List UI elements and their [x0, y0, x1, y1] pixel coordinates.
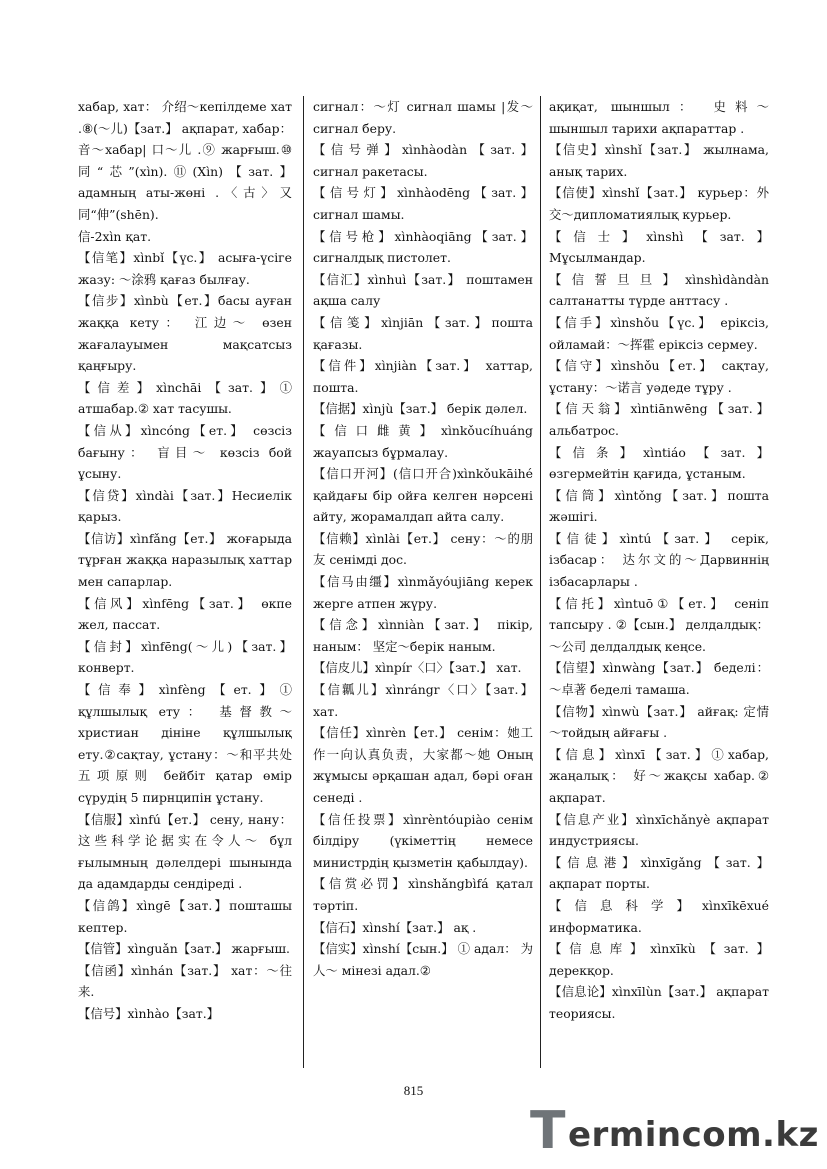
dictionary-entry: 【信使】xìnshǐ【зат.】 курьер：外交～дипломатиялық курьер.: [549, 185, 769, 222]
dictionary-column-2: [313, 96, 533, 1066]
dictionary-entry: 【信服】xìnfú【ет.】 сену, нану：这些科学论据实在令人～ бұл ғылымның дәлелдері шынында да адамдарды сендіреді .: [78, 811, 292, 892]
dictionary-entry: 【信托】xìntuō①【ет.】 сеніп тапсыру . ②【сын.】 делдалдық： ～公司 делдалдық кеңсе.: [549, 595, 769, 654]
dictionary-entry: 【信贷】xìndài【зат.】Несиелік қарыз.: [78, 487, 292, 525]
dictionary-entry: 【信石】xìnshí【зат.】 ақ .: [313, 919, 477, 935]
dictionary-entry: 【信念】xìnniàn【зат.】 пікір, наным： 坚定～берік наным.: [313, 617, 533, 654]
dictionary-entry: 【信据】xìnjù【зат.】 берік дәлел.: [313, 401, 528, 417]
dictionary-entry: 【信手】xìnshǒu【үс.】 еріксіз, ойламай：～挥霍 еріксіз сермеу.: [549, 314, 769, 352]
dictionary-entry: 【信筒】xìntǒng【зат.】пошта жәшігі.: [549, 487, 769, 525]
dictionary-entry: 【信物】xìnwù【зат.】 айғақ: 定情～тойдың айғағы .: [549, 703, 769, 741]
dictionary-entry: 【信史】xìnshǐ【зат.】 жылнама, анық тарих.: [549, 142, 769, 179]
dictionary-entry: 【信奉】xìnfèng【ет.】① құлшылық ету： 基督教～ христиан дініне құлшылық ету.②сақтау, ұстану：～和平共处五项原则 бейбіт қатар өмір сүрудің 5 пирнципін ұстану.: [78, 682, 292, 805]
dictionary-entry: 【信步】xìnbù【ет.】басы ауған жаққа кету： 江边～ өзен жағалауымен мақсатсыз қаңғыру.: [78, 293, 292, 374]
dictionary-entry: 【信条】xìntiáo【зат.】 өзгермейтін қағида, ұстаным.: [549, 444, 769, 482]
dictionary-entry: 【信望】xìnwàng【зат.】 беделі：～卓著 беделі тамаша.: [549, 660, 769, 698]
dictionary-entry: 【信笔】xìnbǐ【үс.】 асыға-үсігe жазу: ～涂鸦 қағаз былғау.: [78, 250, 292, 287]
dictionary-entry: 【信号】xìnhào【зат.】: [78, 1005, 220, 1021]
dictionary-entry: 【信任投票】xìnrèntóupiào сенім білдіру (үкіметтің немесе министрдің қызметін қабылдау).: [313, 811, 533, 870]
dictionary-entry: 【信管】xìnguǎn【зат.】 жарғыш.: [78, 941, 290, 957]
dictionary-entry: 【信息科学】xìnxīkēxué информатика.: [549, 897, 769, 935]
dictionary-entry: 【信函】xìnhán【зат.】 хат：～往来.: [78, 962, 292, 1000]
dictionary-entry: 【信号弹】xìnhàodàn【зат.】 сигнал ракетасы.: [313, 142, 533, 179]
dictionary-entry: 【信封】xìnfēng(～儿)【зат.】 конверт.: [78, 638, 292, 676]
dictionary-entry: 【信息港】xìnxīgǎng【зат.】 ақпарат порты.: [549, 854, 769, 892]
dictionary-entry: сигнал：～灯 сигнал шамы |发～ сигнал беру.: [313, 99, 533, 136]
dictionary-entry: 【信息】xìnxī【зат.】①хабар, жаңалық： 好～жақсы хабар.② ақпарат.: [549, 746, 769, 805]
dictionary-entry: 【信从】xìncóng【ет.】 сөзсіз бағыну： 盲目～ көзсіз бой ұсыну.: [78, 422, 292, 482]
dictionary-entry: 【信誓旦旦】xìnshìdàndàn салтанатты түрде анттасу .: [549, 271, 769, 309]
dictionary-entry: 【信士】xìnshì【зат.】 Мұсылмандар.: [549, 228, 769, 266]
dictionary-entry: 信-2xìn қат.: [78, 228, 152, 244]
dictionary-entry: 【信号灯】xìnhàodēng【зат.】 сигнал шамы.: [313, 185, 533, 222]
column-divider: [303, 96, 304, 1068]
dictionary-entry: 【信马由缰】xìnmǎyóujiāng керек жерге атпен жүру.: [313, 574, 533, 611]
dictionary-entry: 【信守】xìnshǒu【ет.】 сақтау, ұстану：～诺言 уәдеде тұру .: [549, 358, 769, 395]
dictionary-entry: 【信号枪】xìnhàoqiāng【зат.】 сигналдық пистолет.: [313, 228, 533, 266]
dictionary-entry: 【信实】xìnshí【сын.】 ① адал： 为人～ мінезі адал.②: [313, 941, 533, 978]
dictionary-entry: 【信徒】xìntú【зат.】 серік, ізбасар： 达尔文的～Дарвиннің ізбасарлары .: [549, 530, 769, 590]
column-divider: [540, 96, 541, 1068]
dictionary-entry: 【信风】xìnfēng【зат.】 өкпе жел, пассат.: [78, 595, 292, 633]
termincom-logo: [528, 1103, 818, 1163]
dictionary-entry: 【信口开河】(信口开合)xìnkǒukāihé қайдағы бір ойға келген нәрсені айту, жорамалдап айта салу.: [313, 466, 533, 525]
dictionary-entry: 【信赏必罚】xìnshǎngbìfá қатал тәртіп.: [313, 876, 533, 913]
dictionary-entry: 【信任】xìnrèn【ет.】 сенім：她工作一向认真负责，大家都～她 Оның жұмысы әрқашан адал, бәрі оған сенеді .: [313, 725, 533, 805]
dictionary-entry: 【信息论】xìnxīlùn【зат.】 ақпарат теориясы.: [549, 984, 769, 1021]
dictionary-entry: 【信汇】xìnhuì【зат.】 поштамен ақша салу: [313, 271, 533, 309]
dictionary-entry: 【信差】xìnchāi【зат.】① атшабар.② хат тасушы.: [78, 379, 292, 417]
dictionary-column-3: [549, 96, 769, 1066]
logo-letter-t: T: [530, 1101, 566, 1161]
dictionary-entry: 【信瓤儿】xìnrángr〈口〉【зат.】 хат.: [313, 682, 533, 719]
dictionary-entry: 【信息库】xìnxīkù【зат.】 дерекқор.: [549, 941, 769, 978]
dictionary-entry: ақиқат, шыншыл： 史料～ шыншыл тарихи ақпараттар .: [549, 99, 769, 136]
dictionary-entry: 【信鸽】xìngē【зат.】пошташы кептер.: [78, 897, 292, 935]
dictionary-entry: хабар, хат： 介绍～кепілдеме хат .⑧(～儿)【зат.】 ақпарат, хабар： 音～хабар| 口～儿 .⑨ жарғыш.⑩同“芯”(xìn).⑪(Xìn)【зат.】адамның аты-жөні .〈古〉又同“伸”(shēn).: [78, 99, 292, 222]
dictionary-entry: 【信天翁】xìntiānwēng【зат.】 альбатрос.: [549, 401, 769, 438]
dictionary-entry: 【信件】xìnjiàn【зат.】 хаттар, пошта.: [313, 358, 533, 395]
dictionary-entry: 【信息产业】xìnxīchǎnyè ақпарат индустриясы.: [549, 811, 769, 849]
logo-text: ermincom.kz: [568, 1115, 819, 1155]
dictionary-entry: 【信笺】xìnjiān【зат.】пошта қағазы.: [313, 314, 533, 352]
dictionary-entry: 【信皮儿】xìnpír〈口〉【зат.】 хат.: [313, 660, 522, 676]
page-number: 815: [403, 1083, 424, 1098]
dictionary-entry: 【信口雌黄】xìnkǒucíhuáng жауапсыз бұрмалау.: [313, 422, 533, 460]
dictionary-entry: 【信赖】xìnlài【ет.】 сену：～的朋友 сенімді дос.: [313, 530, 533, 568]
dictionary-column-1: [78, 96, 292, 1066]
dictionary-entry: 【信访】xìnfǎng【ет.】 жоғарыда тұрған жаққа наразылық хаттар мен сапарлар.: [78, 530, 292, 590]
